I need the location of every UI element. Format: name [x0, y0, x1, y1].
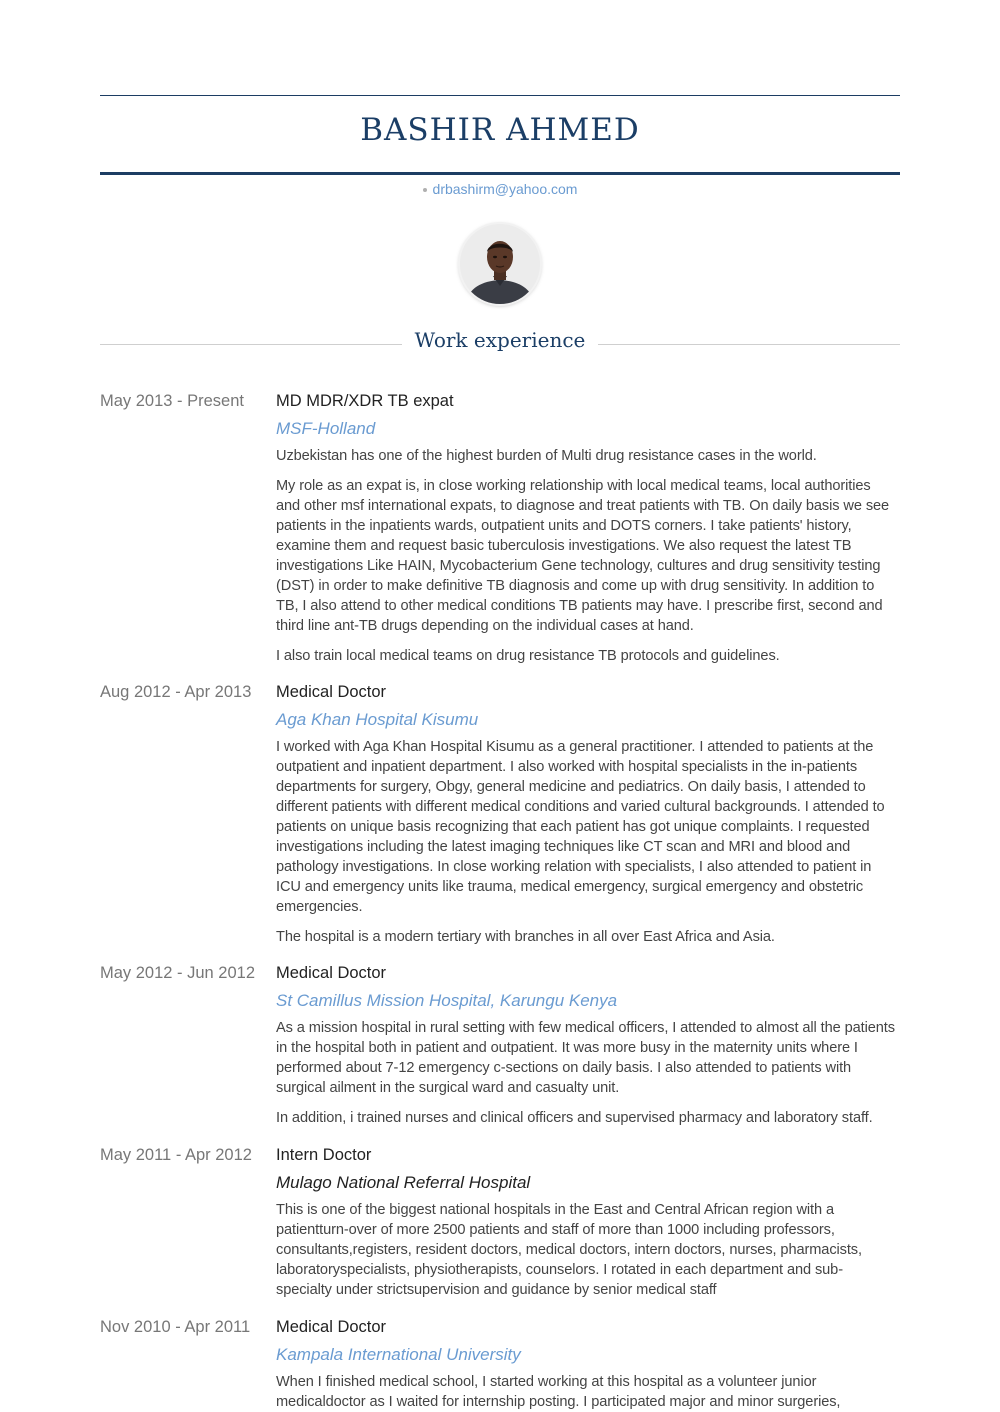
job-entry [100, 1145, 900, 1300]
job-title: Medical Doctor [276, 964, 387, 982]
job-description [276, 1372, 896, 1412]
contact-line [100, 181, 900, 197]
job-entry [100, 1317, 900, 1412]
job-paragraph: In addition, i trained nurses and clinical officers and supervised pharmacy and laboratory staff. [276, 1110, 873, 1126]
bullet-icon [423, 188, 427, 192]
job-date: May 2013 - Present [100, 392, 244, 410]
header-bottom-rule [100, 172, 900, 175]
avatar [460, 224, 540, 304]
job-paragraph: As a mission hospital in rural setting with few medical officers, I attended to almost all the patients in the hospital both in patient and outpatient. It was more busy in the maternity units where I performed about 7-12 emergency c-sections on daily basis. I also attended to patients with surgical ailment in the surgical ward and casualty unit. [276, 1020, 895, 1096]
email-link[interactable]: drbashirm@yahoo.com [432, 181, 578, 197]
profile-photo [460, 224, 540, 304]
job-organization-link[interactable]: MSF-Holland [276, 419, 376, 438]
job-title: Medical Doctor [276, 683, 387, 701]
candidate-name: BASHIR AHMED [360, 112, 640, 148]
job-paragraph: My role as an expat is, in close working relationship with local medical teams, local authorities and other msf international expats, to diagnose and treat patients with TB. On daily basis we see patients in the inpatients wards, outpatient units and DOTS corners. I take patients' history, examine them and request basic tuberculosis investigations. We also request the latest TB investigations Like HAIN, Mycobacterium Gene technology, cultures and drug sensitivity testing (DST) in order to make definitive TB diagnosis and come up with drug sensitivity. In addition to TB, I also attend to other medical conditions TB patients may have. I prescribe first, second and third line ant-TB drugs depending on the individual cases at hand. [276, 478, 890, 634]
section-title-work-experience: Work experience [414, 328, 586, 352]
job-description [276, 1018, 896, 1128]
job-title: Medical Doctor [276, 1318, 387, 1336]
job-description [276, 737, 896, 947]
header-top-rule [100, 95, 900, 96]
job-organization: Mulago National Referral Hospital [276, 1173, 531, 1192]
job-title: MD MDR/XDR TB expat [276, 392, 454, 410]
job-description [276, 446, 896, 666]
job-date: May 2011 - Apr 2012 [100, 1146, 252, 1164]
job-description [276, 1200, 896, 1300]
job-date: May 2012 - Jun 2012 [100, 964, 256, 982]
job-entry [100, 682, 900, 947]
job-paragraph: When I finished medical school, I started working at this hospital as a volunteer junior medicaldoctor as I waited for internship posting. I participated major and minor surgeries, [276, 1374, 841, 1410]
job-date: Nov 2010 - Apr 2011 [100, 1318, 251, 1336]
job-organization-link[interactable]: Kampala International University [276, 1345, 521, 1364]
job-paragraph: Uzbekistan has one of the highest burden of Multi drug resistance cases in the world. [276, 448, 817, 464]
job-entry [100, 391, 900, 666]
job-title: Intern Doctor [276, 1146, 372, 1164]
job-paragraph: I worked with Aga Khan Hospital Kisumu as a general practitioner. I attended to patients at the outpatient and inpatient department. I also worked with hospital specialists in the in-patients departments for surgery, Obgy, general medicine and pediatrics. On daily basis, I attended to different patients with different medical conditions and varied cultural backgrounds. I attended to patients on unique basis recognizing that each patient has got unique complaints. I requested investigations including the latest imaging techniques like CT scan and MRI and blood and pathology investigations. In close working relation with specialists, I also attended to patient in ICU and emergency units like trauma, medical emergency, surgical emergency and obstetric emergencies. [276, 739, 885, 915]
job-paragraph: The hospital is a modern tertiary with branches in all over East Africa and Asia. [276, 929, 775, 945]
job-paragraph: I also train local medical teams on drug resistance TB protocols and guidelines. [276, 648, 780, 664]
job-date: Aug 2012 - Apr 2013 [100, 683, 252, 701]
job-entry [100, 963, 900, 1128]
job-organization-link[interactable]: St Camillus Mission Hospital, Karungu Kenya [276, 991, 618, 1010]
section-divider-left [100, 344, 402, 345]
section-divider-right [598, 344, 900, 345]
job-organization-link[interactable]: Aga Khan Hospital Kisumu [276, 710, 479, 729]
job-paragraph: This is one of the biggest national hospitals in the East and Central African region with a patientturn-over of more 2500 patients and staff of more than 1000 including professors, consultants,registers, resident doctors, medical doctors, intern doctors, nurses, pharmacists, laboratoryspecialists, physiotherapists, counselors. I rotated in each department and sub-specialty under strictsupervision and guidance by senior medical staff [276, 1202, 862, 1298]
